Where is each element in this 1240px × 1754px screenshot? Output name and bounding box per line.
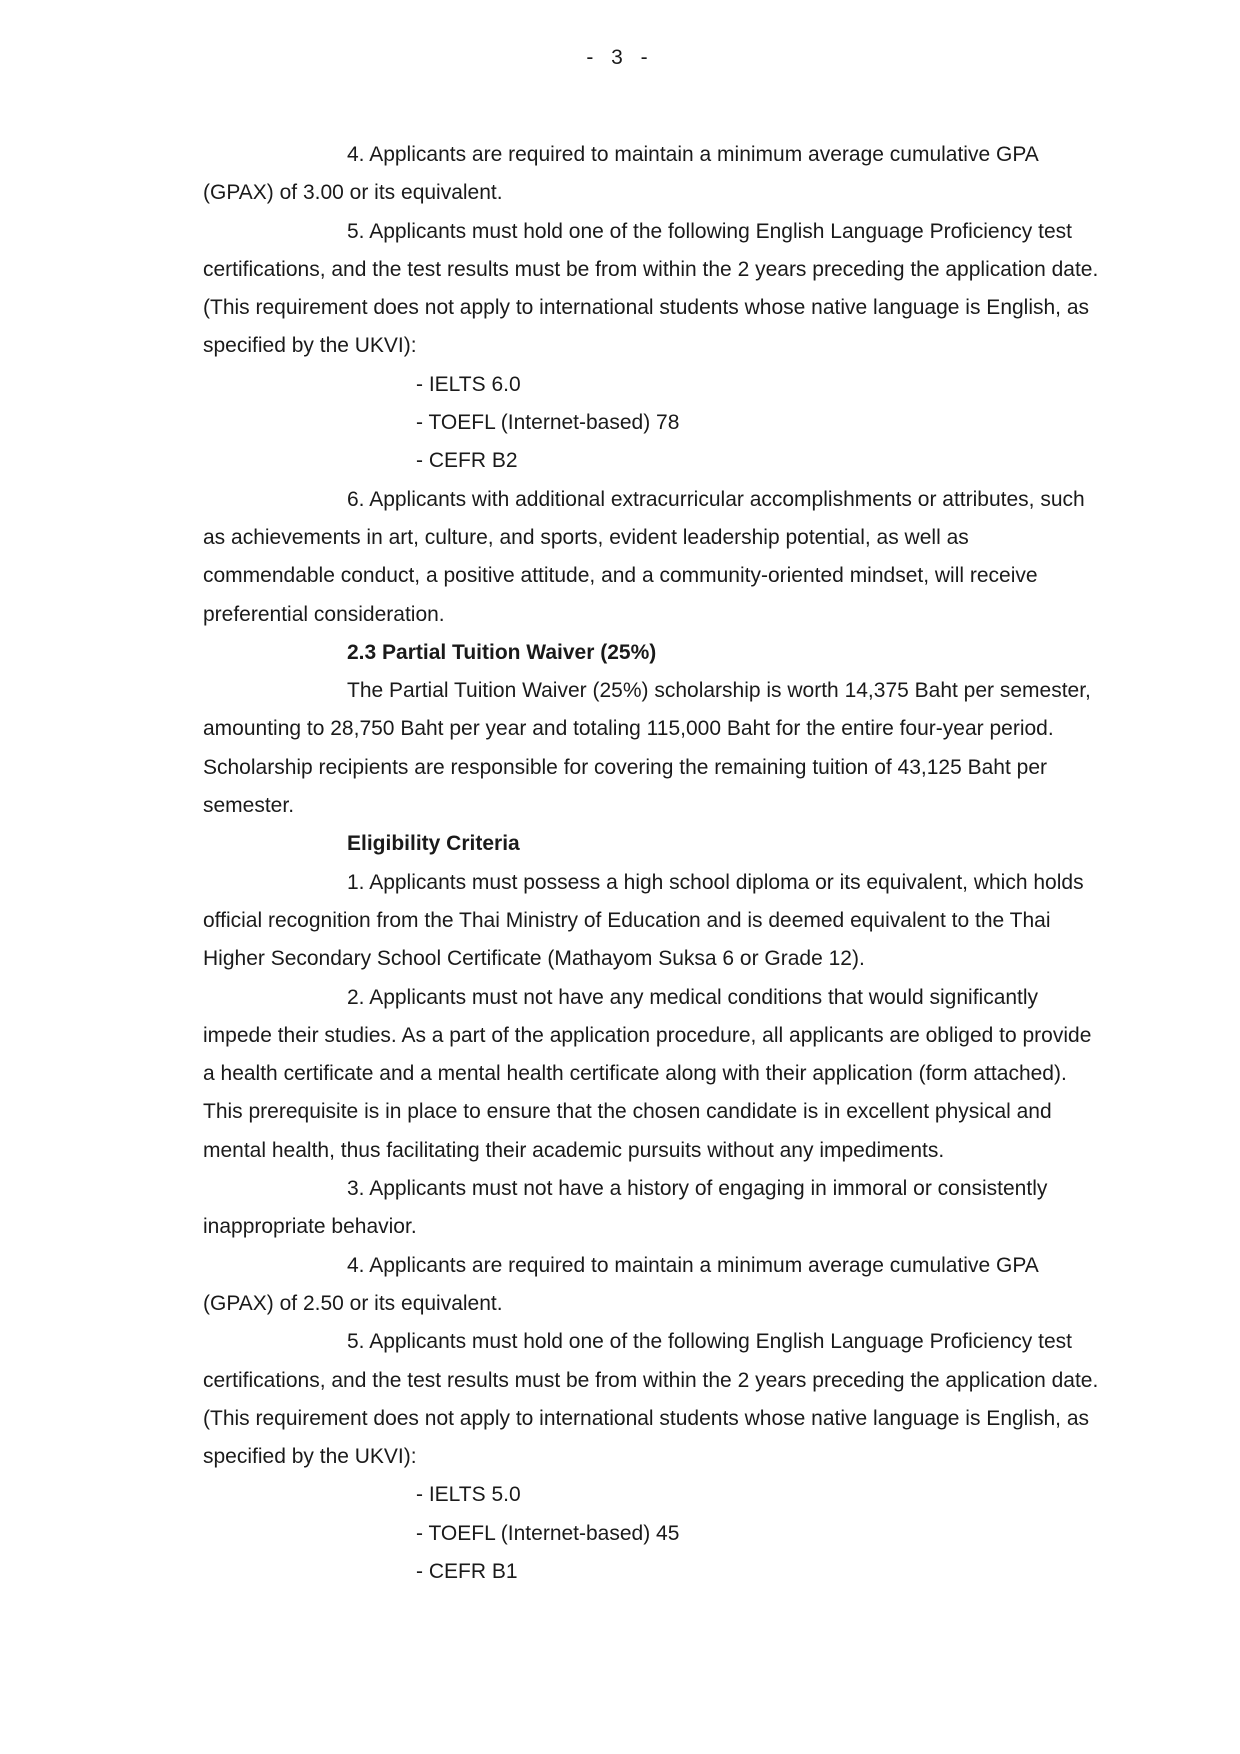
test-requirement-cefr: - CEFR B2 <box>416 449 518 473</box>
document-body <box>203 136 1103 1591</box>
criterion-diploma: 1. Applicants must possess a high school diploma or its equivalent, which holds official recognition from the Thai Ministry of Education and is deemed equivalent to the Thai Higher Secondary School Certificate (Mathayom Suksa 6 or Grade 12). <box>203 870 1084 971</box>
test-requirement-ielts: - IELTS 6.0 <box>416 372 521 396</box>
test-requirement-cefr-b: - CEFR B1 <box>416 1559 518 1583</box>
page-number: - 3 - <box>586 46 654 69</box>
criterion-gpa-300: 4. Applicants are required to maintain a minimum average cumulative GPA (GPAX) of 3.00 or its equivalent. <box>203 143 1038 205</box>
scholarship-description: The Partial Tuition Waiver (25%) scholarship is worth 14,375 Baht per semester, amounting to 28,750 Baht per year and totaling 115,000 Baht for the entire four-year period. Scholarship recipients are responsible for covering the remaining tuition of 43,125 Baht per semester. <box>203 679 1091 818</box>
criterion-behavior: 3. Applicants must not have a history of engaging in immoral or consistently inappropriate behavior. <box>203 1177 1048 1239</box>
criterion-gpa-250: 4. Applicants are required to maintain a minimum average cumulative GPA (GPAX) of 2.50 or its equivalent. <box>203 1253 1038 1315</box>
criterion-english-proficiency-b: 5. Applicants must hold one of the following English Language Proficiency test certifications, and the test results must be from within the 2 years preceding the application date. (This requirement does not apply to international students whose native language is English, as specified by the UKVI): <box>203 1330 1099 1469</box>
test-requirement-ielts-b: - IELTS 5.0 <box>416 1483 521 1507</box>
criterion-extracurricular: 6. Applicants with additional extracurricular accomplishments or attributes, such as achievements in art, culture, and sports, evident leadership potential, as well as commendable conduct, a positive attitude, and a community-oriented mindset, will receive preferential consideration. <box>203 487 1085 626</box>
criterion-english-proficiency: 5. Applicants must hold one of the following English Language Proficiency test certifications, and the test results must be from within the 2 years preceding the application date. (This requirement does not apply to international students whose native language is English, as specified by the UKVI): <box>203 219 1099 358</box>
test-requirement-toefl-b: - TOEFL (Internet-based) 45 <box>416 1521 680 1545</box>
test-requirement-toefl: - TOEFL (Internet-based) 78 <box>416 411 680 435</box>
section-heading-partial-waiver: 2.3 Partial Tuition Waiver (25%) <box>347 640 657 664</box>
criterion-health: 2. Applicants must not have any medical conditions that would significantly impede their studies. As a part of the application procedure, all applicants are obliged to provide a health certificate and a mental health certificate along with their application (form attached). This prerequisite is in place to ensure that the chosen candidate is in excellent physical and mental health, thus facilitating their academic pursuits without any impediments. <box>203 985 1092 1162</box>
eligibility-criteria-heading: Eligibility Criteria <box>347 832 520 856</box>
